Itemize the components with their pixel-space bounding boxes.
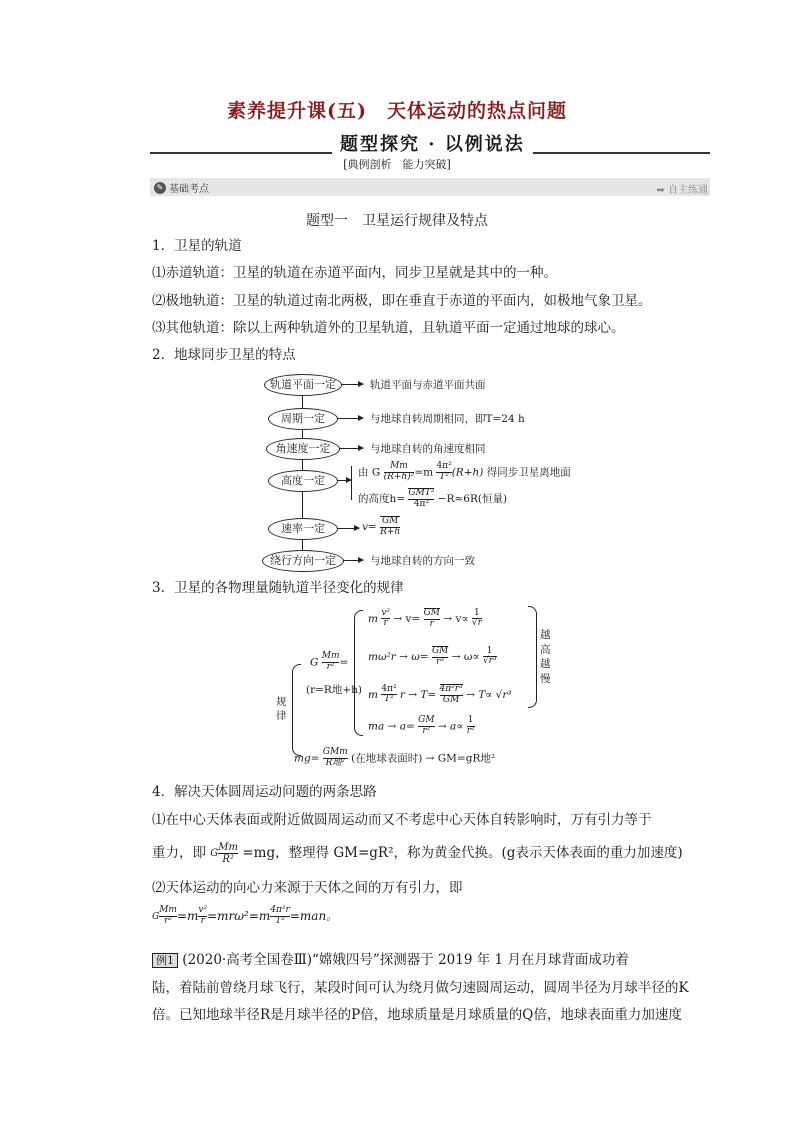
flow-height-formula-2: 的高度h= GMT² 4π² −R≈6R(恒量) (358, 488, 508, 509)
relation-row-angular: mω²r → ω= $\frac{GM}{\text{r³}} \to \omega\propto$ $\frac{1}{\text{√r³}}$ (368, 645, 497, 667)
self-practice-link[interactable]: ➡ 自主练通 (656, 185, 708, 196)
category-bar (150, 178, 710, 196)
relation-row-velocity: m $\frac{\text{v²}}{r} \to v=$ $\frac{GM}{r} \to v\propto$ $\frac{1}{√r}$ (368, 607, 482, 629)
flow-node-direction: 绕行方向一定 (262, 550, 344, 572)
flow-node-period: 周期一定 (268, 408, 338, 430)
item1-title: 1．卫星的轨道 (152, 238, 242, 254)
relation-row-acceleration: ma → a= $\frac{GM}{\text{r²}} \to a\propto$ $\frac{1}{\text{r²}}$ (368, 715, 475, 736)
flow-node-speed: 速率一定 (268, 518, 338, 540)
example-line-3: 倍。已知地球半径R是月球半径的P倍，地球质量是月球质量的Q倍，地球表面重力加速度 (152, 1007, 682, 1023)
relation-row-period: m $\frac{\text{4π²}}{\text{T²}}$ r → T= $\frac{\text{4π²r³}}{GM} \to T\propto √r^3$ (368, 683, 512, 705)
item1-c: ⑶其他轨道：除以上两种轨道外的卫星轨道，且轨道平面一定通过地球的球心。 (152, 320, 625, 336)
flow-height-formula-1: 由 G $\frac{Mm}{\text{(R+h)²}}=m$ $\frac{\text{4π²}}{\text{T²}}(R+h)$ 得同步卫星离地面 (358, 461, 571, 482)
section4-title: 4．解决天体圆周运动问题的两条思路 (152, 784, 377, 800)
side-label: 越高越慢 (540, 629, 551, 686)
page-title: 素养提升课(五) 天体运动的热点问题 (227, 100, 567, 122)
section4-p1: ⑴在中心天体表面或附近做圆周运动而又不考虑中心天体自转影响时，万有引力等于 (152, 812, 652, 828)
radius-note: (r=R地+h) (306, 684, 362, 696)
flow-node-orbit-plane: 轨道平面一定 (264, 374, 342, 396)
item1-b: ⑵极地轨道：卫星的轨道过南北两极，即在垂直于赤道的平面内，如极地气象卫星。 (152, 293, 652, 309)
section4-p2-equation: G $\frac{Mm}{\text{r²}}=m$ $\frac{\text{v²}}{r}=mr\omega^2=m$ $\frac{\text{4π²r}}{\text{T²}}=man$。 (152, 905, 339, 926)
item1-a: ⑴赤道轨道：卫星的轨道在赤道平面内，同步卫星就是其中的一种。 (152, 265, 557, 281)
banner-subtitle: [典例剖析 能力突破] (343, 158, 451, 171)
flow-desc-period: 与地球自转周期相同，即T=24 h (370, 413, 525, 425)
section4-p2: ⑵天体运动的向心力来源于天体之间的万有引力，即 (152, 880, 463, 896)
book-icon: ✎ (154, 182, 166, 194)
flow-desc-orbit-plane: 轨道平面与赤道平面共面 (370, 379, 486, 391)
section-banner: 题型探究 · 以例说法 (332, 130, 533, 156)
flow-desc-angular-velocity: 与地球自转的角速度相同 (370, 443, 486, 455)
item2-title: 2．地球同步卫星的特点 (152, 347, 296, 363)
gravity-expression: G $\frac{Mm}{\text{r²}}=$ (310, 651, 349, 672)
section4-p1b: 重力，即 G $\frac{Mm}{\text{R²}} =mg$，整理得 GM=gR²，称为黄金代换。(g表示天体表面的重力加速度) (152, 842, 683, 865)
example-line-1: 例1 (2020·高考全国卷Ⅲ)“嫦娥四号”探测器于 2019 年 1 月在月球背面成功着 (152, 952, 629, 968)
surface-relation: mg= GMm R地² (在地球表面时) → GM=gR地² (294, 747, 496, 768)
flow-node-height: 高度一定 (268, 470, 338, 492)
rule-label: 规律 (276, 696, 287, 722)
category-label-text: 基础考点 (169, 184, 209, 195)
section-heading: 题型一 卫星运行规律及特点 (306, 213, 488, 229)
flow-node-angular-velocity: 角速度一定 (266, 438, 340, 460)
example-tag: 例1 (152, 953, 178, 968)
section3-title: 3．卫星的各物理量随轨道半径变化的规律 (152, 580, 404, 596)
flow-desc-direction: 与地球自转的方向一致 (370, 555, 475, 567)
flow-speed-formula: v= $\frac{GM}{R+h}$ (362, 516, 401, 537)
example-line-2: 陆，着陆前曾绕月球飞行，某段时间可认为绕月做匀速圆周运动，圆周半径为月球半径的K (152, 980, 689, 996)
category-label (154, 180, 209, 195)
